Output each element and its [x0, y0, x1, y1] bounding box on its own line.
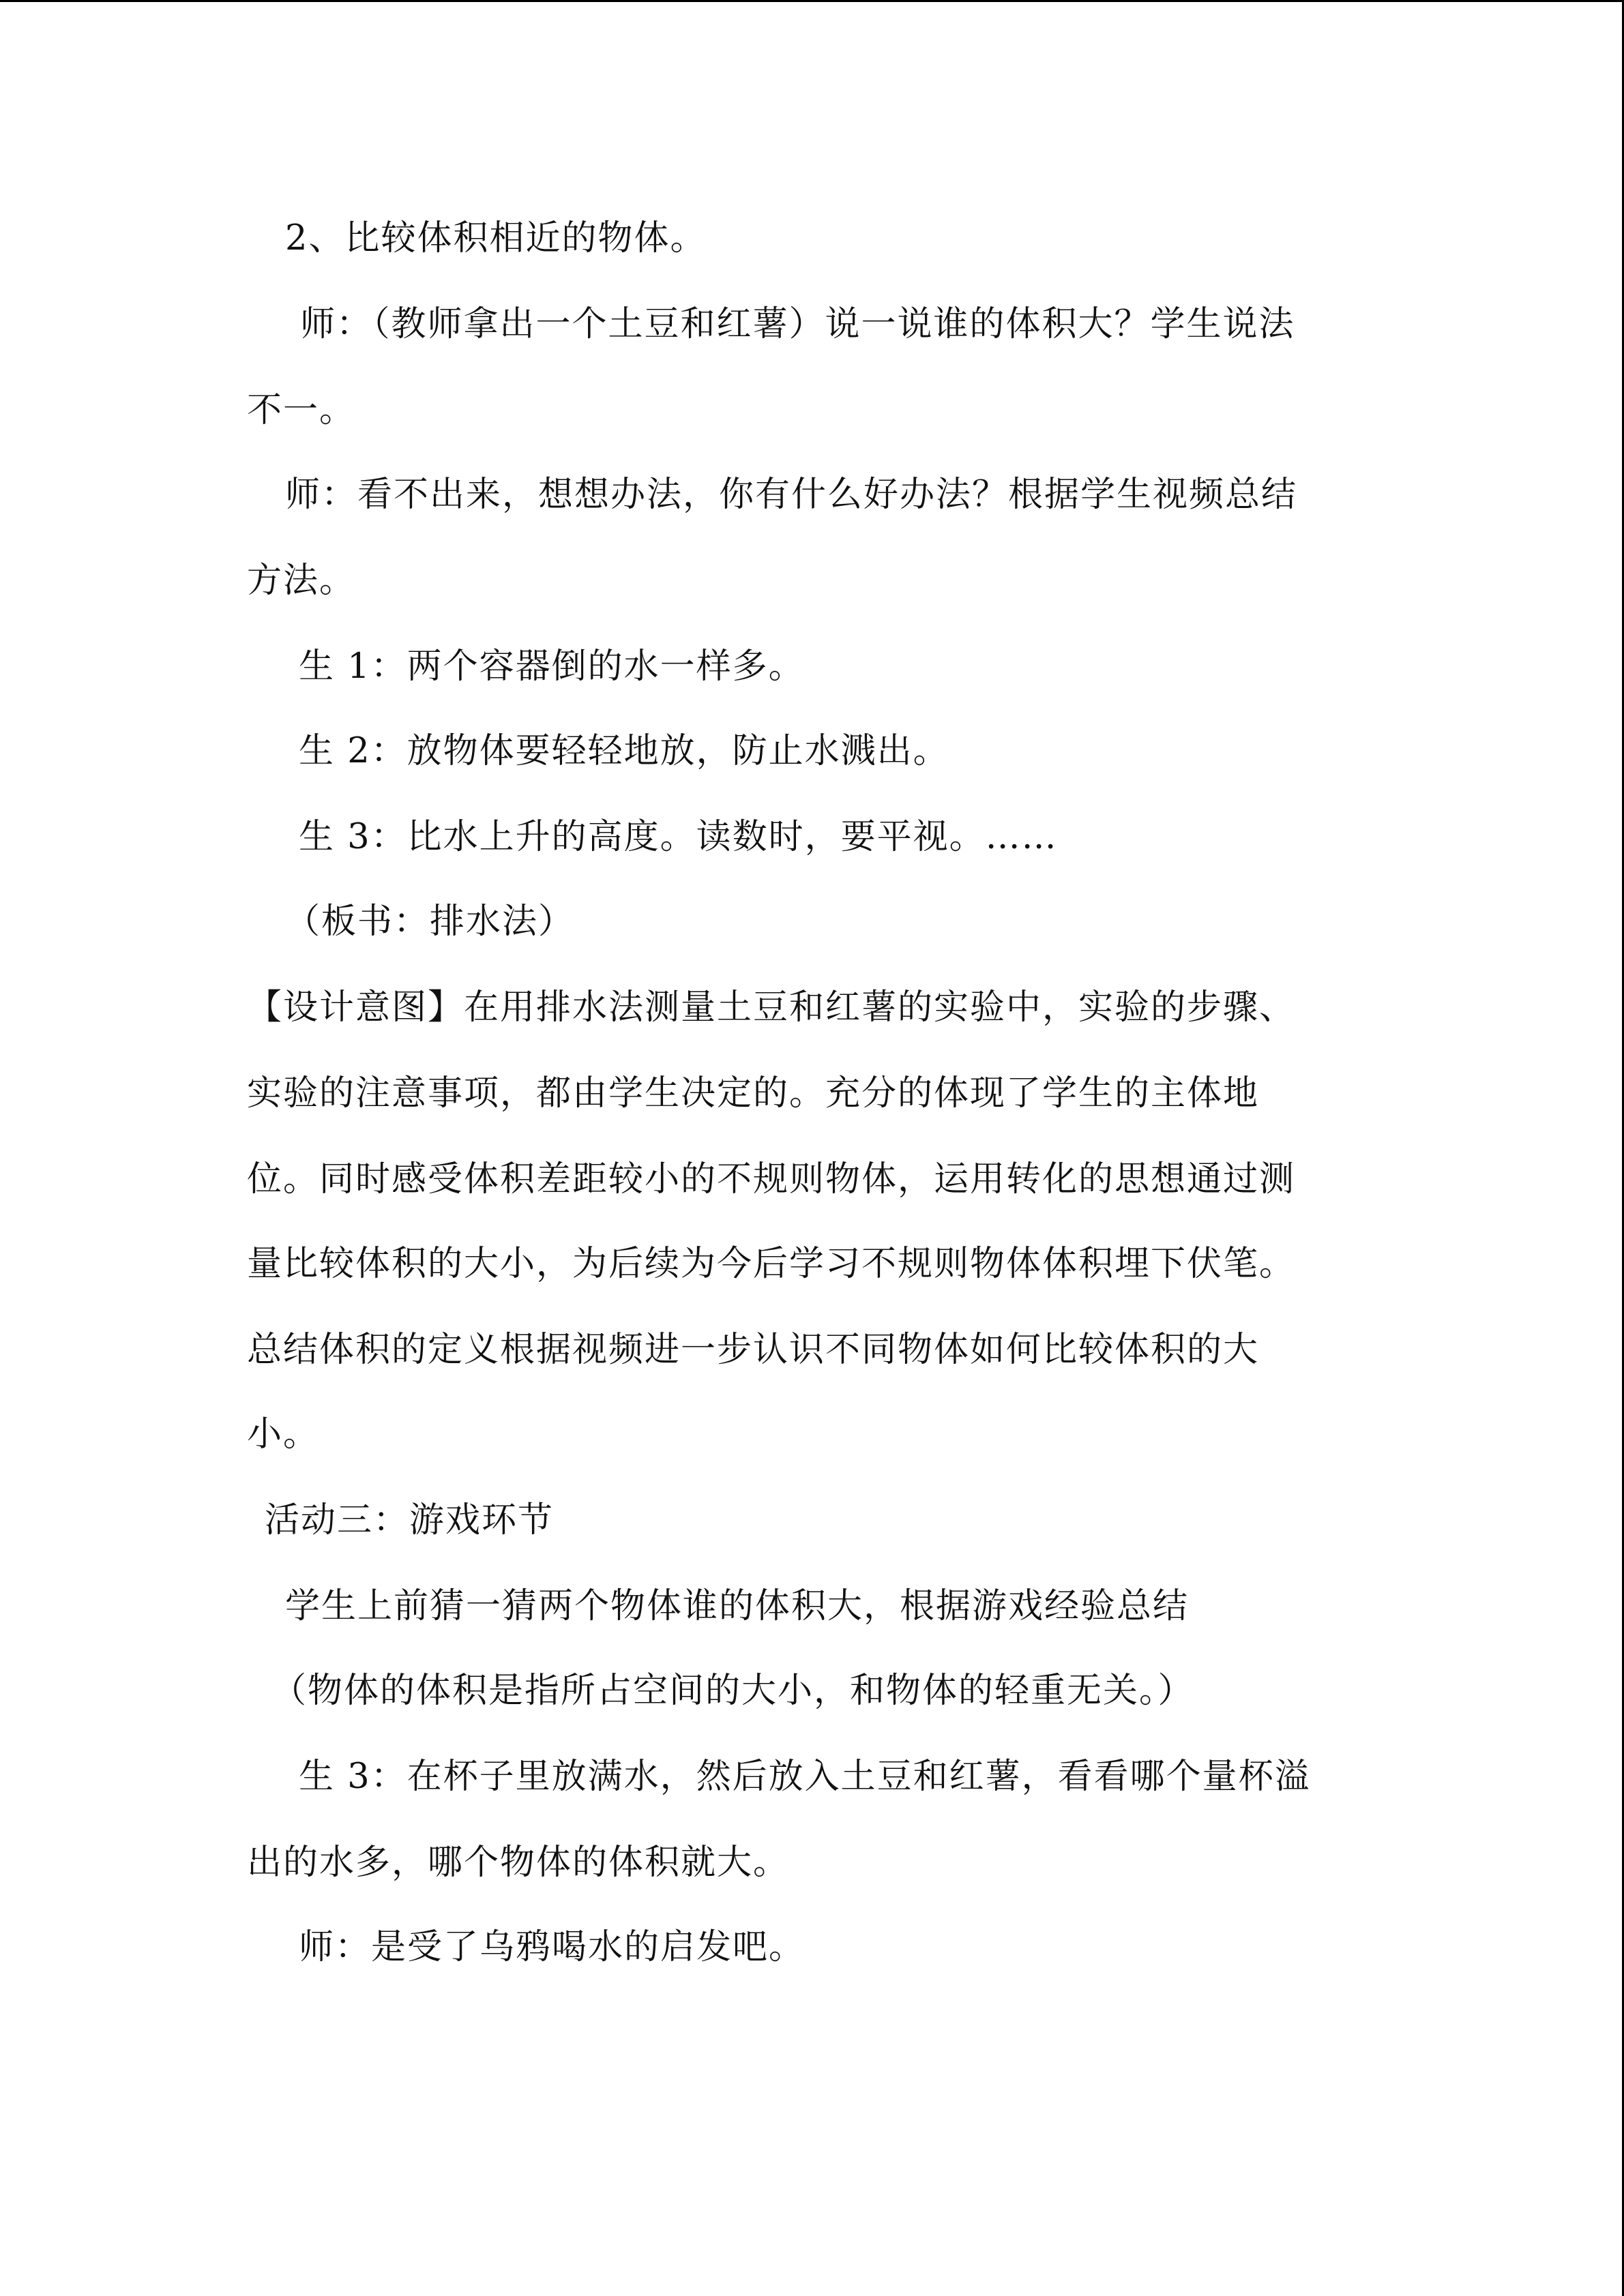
text-line: 2、比较体积相近的物体。 — [285, 218, 707, 258]
text-line: 生 1：两个容器倒的水一样多。 — [299, 646, 805, 687]
text-line: （物体的体积是指所占空间的大小，和物体的轻重无关。） — [271, 1671, 1194, 1711]
text-line: 师：看不出来，想想办法，你有什么好办法？根据学生视频总结 — [285, 475, 1298, 515]
text-line: （板书：排水法） — [285, 901, 575, 942]
text-line: 方法。 — [247, 561, 356, 601]
text-line: 师：是受了乌鸦喝水的启发吧。 — [299, 1927, 806, 1967]
text-line: 生 2：放物体要轻轻地放，防止水溅出。 — [299, 731, 949, 771]
text-line: 小。 — [247, 1414, 320, 1455]
page-border-top — [0, 0, 1624, 2]
text-line: 【设计意图】在用排水法测量土豆和红薯的实验中，实验的步骤、 — [247, 987, 1296, 1028]
text-line: 学生上前猜一猜两个物体谁的体积大，根据游戏经验总结 — [285, 1586, 1190, 1626]
text-line: 活动三：游戏环节 — [265, 1500, 555, 1540]
text-line: 生 3：比水上升的高度。读数时，要平视。…… — [299, 817, 1058, 857]
text-line: 师：（教师拿出一个土豆和红薯）说一说谁的体积大？学生说法 — [300, 304, 1295, 344]
text-line: 总结体积的定义根据视频进一步认识不同物体如何比较体积的大 — [247, 1330, 1260, 1370]
text-line: 量比较体积的大小，为后续为今后学习不规则物体体积埋下伏笔。 — [247, 1244, 1296, 1284]
text-line: 实验的注意事项，都由学生决定的。充分的体现了学生的主体地 — [247, 1073, 1260, 1114]
text-line: 生 3：在杯子里放满水，然后放入土豆和红薯，看看哪个量杯溢 — [299, 1757, 1311, 1797]
text-line: 位。同时感受体积差距较小的不规则物体，运用转化的思想通过测 — [247, 1159, 1296, 1199]
text-line: 不一。 — [247, 390, 356, 430]
text-line: 出的水多，哪个物体的体积就大。 — [247, 1843, 790, 1883]
